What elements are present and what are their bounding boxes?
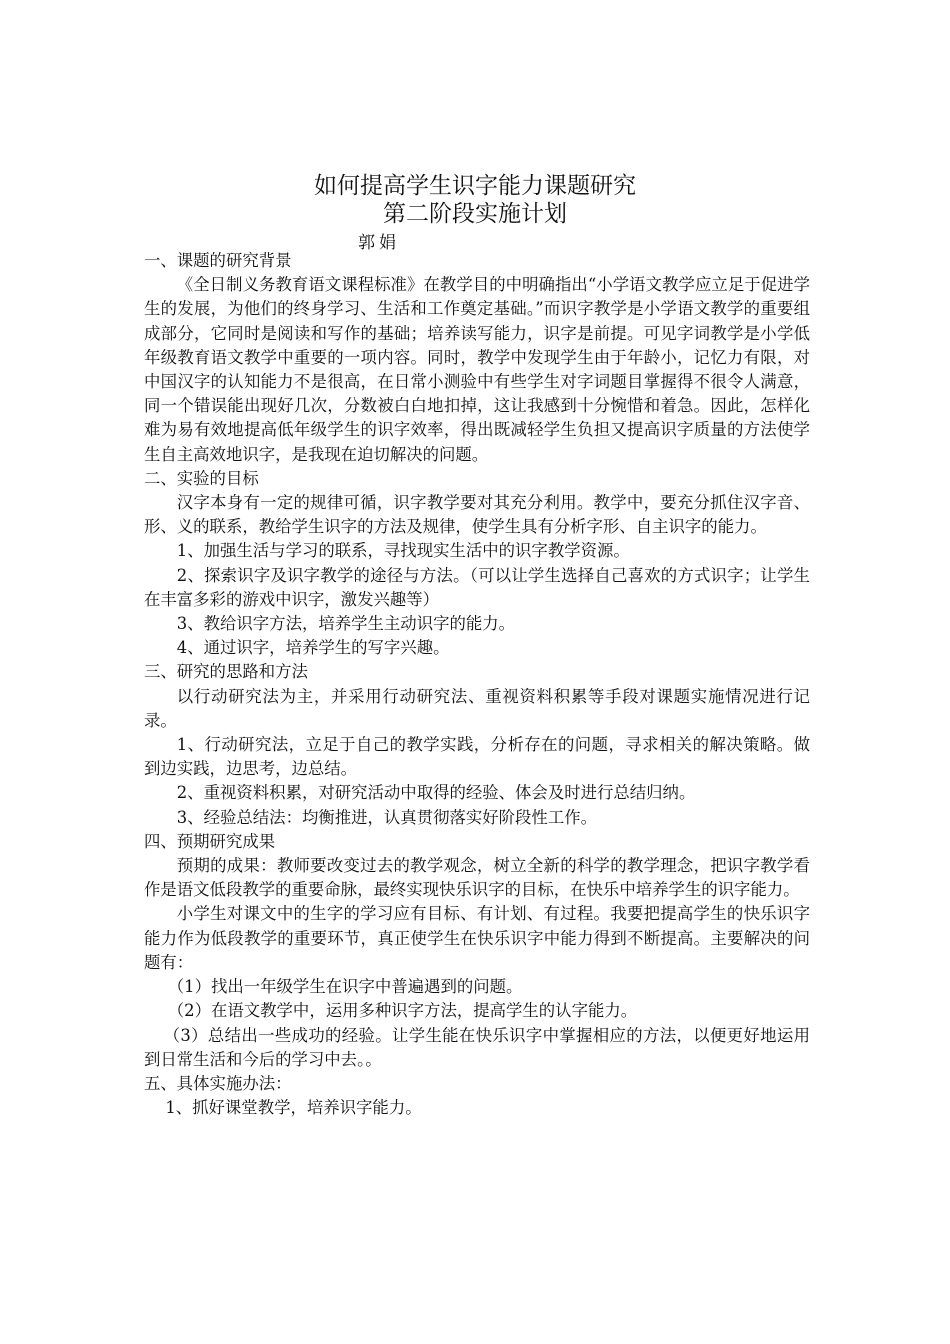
list-item: 1、行动研究法，立足于自己的教学实践，分析存在的问题，寻求相关的解决策略。做到边实践，边思考，边总结。	[144, 735, 810, 779]
document-body	[144, 249, 810, 1120]
paragraph: 小学生对课文中的生字的学习应有目标、有计划、有过程。我要把提高学生的快乐识字能力作为低段教学的重要环节，真正使学生在快乐识字中能力得到不断提高。主要解决的问题有：	[144, 904, 810, 972]
list-item: 2、重视资料积累，对研究活动中取得的经验、体会及时进行总结归纳。	[176, 783, 696, 803]
list-item: （3）总结出一些成功的经验。让学生能在快乐识字中掌握相应的方法，以便更好地运用到日常生活和今后的学习中去。。	[144, 1025, 810, 1069]
list-item: 4、通过识字，培养学生的写字兴趣。	[176, 638, 450, 658]
section-heading: 四、预期研究成果	[144, 831, 276, 851]
paragraph: 汉字本身有一定的规律可循，识字教学要对其充分利用。教学中，要充分抓住汉字音、形、义的联系，教给学生识字的方法及规律，使学生具有分析字形、自主识字的能力。	[144, 493, 810, 537]
section-heading: 二、实验的目标	[144, 468, 259, 488]
document-subtitle: 第二阶段实施计划	[383, 201, 567, 227]
paragraph: 预期的成果：教师要改变过去的教学观念，树立全新的科学的教学理念，把识字教学看作是语文低段教学的重要命脉，最终实现快乐识字的目标，在快乐中培养学生的识字能力。	[144, 856, 810, 900]
section-heading: 三、研究的思路和方法	[144, 662, 308, 682]
section-heading: 五、具体实施办法：	[144, 1073, 292, 1093]
list-item: （1）找出一年级学生在识字中普遍遇到的问题。	[167, 977, 523, 997]
paragraph: 以行动研究法为主，并采用行动研究法、重视资料积累等手段对课题实施情况进行记录。	[144, 686, 810, 730]
list-item: 1、抓好课堂教学，培养识字能力。	[165, 1098, 422, 1118]
list-item: （2）在语文教学中，运用多种识字方法，提高学生的认字能力。	[167, 1001, 638, 1021]
section-heading: 一、课题的研究背景	[144, 251, 292, 270]
document-title: 如何提高学生识字能力课题研究	[314, 173, 636, 199]
list-item: 1、加强生活与学习的联系，寻找现实生活中的识字教学资源。	[176, 541, 630, 561]
paragraph: 《全日制义务教育语文课程标准》在教学目的中明确指出“小学语文教学应立足于促进学生的发展，为他们的终身学习、生活和工作奠定基础。”而识字教学是小学语文教学的重要组成部分，它同时是阅读和写作的基础；培养读写能力，识字是前提。可见字词教学是小学低年级教育语文教学中重要的一项内容。同时，教学中发现学生由于年龄小，记忆力有限，对中国汉字的认知能力不是很高，在日常小测验中有些学生对字词题目掌握得不很令人满意，同一个错误能出现好几次，分数被白白地扣掉，这让我感到十分惋惜和着急。因此，怎样化难为易有效地提高低年级学生的识字效率，得出既减轻学生负担又提高识字质量的方法使学生自主高效地识字，是我现在迫切解决的问题。	[144, 275, 810, 464]
list-item: 3、经验总结法：均衡推进，认真贯彻落实好阶段性工作。	[176, 807, 597, 827]
author-name: 郭娟	[358, 233, 400, 253]
list-item: 3、教给识字方法，培养学生主动识字的能力。	[176, 614, 516, 634]
list-item: 2、探索识字及识字教学的途径与方法。（可以让学生选择自己喜欢的方式识字；让学生在丰富多彩的游戏中识字，激发兴趣等）	[144, 565, 810, 609]
